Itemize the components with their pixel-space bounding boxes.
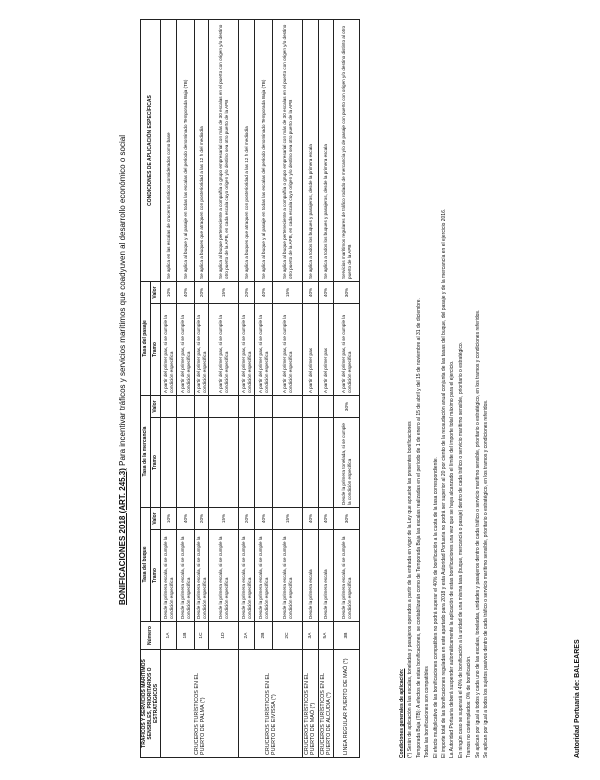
conditions-heading: Condiciones generales de aplicación: [399,668,405,758]
conditions-list [406,18,490,758]
conditions-cell: Se aplica al buque perteneciente a compañía o grupo empresarial con más de 30 escalas en el puerto con origen y/o destino otro puerto de la APB, en cada escala cuyo origen y/o destino sea otro puerto de la APB [209,19,239,281]
conditions-cell: Se aplica a todos los buques y pasajeros, desde la primera escala [303,19,318,281]
mercancia-valor-cell [177,396,195,418]
subheader-pas-tramo: Tramo [151,304,161,396]
conditions-cell: Se aplica al buque perteneciente a compañía o grupo empresarial con más de 30 escalas en el puerto con origen y/o destino otro puerto de la APB, en cada escala cuyo origen y/o destino sea otro puerto de la APB [273,19,303,281]
pasaje-valor-cell: 15% [273,281,303,303]
subheader-merc-valor: Valor [151,396,161,418]
conditions-cell: Se aplica en las escalas de cruceros turísticos considerados como base [161,19,177,281]
buque-tramo-cell: Desde la primera escala [303,530,318,622]
general-conditions [398,18,490,758]
subheader-buque-valor: Valor [151,508,161,530]
buque-valor-cell: 40% [255,508,273,530]
number-cell: 1C [195,622,209,650]
buque-tramo-cell: Desde la primera escala [318,530,333,622]
mercancia-valor-cell [255,396,273,418]
pasaje-valor-cell: 40% [318,281,333,303]
table-row [209,19,239,757]
condition-line: Todas las bonificaciones son compatibles [424,666,431,758]
conditions-cell: Se aplica al buque y al pasaje en todas las escalas del periodo denominado Temporada Baja (TB) [255,19,273,281]
number-cell: 1A [161,622,177,650]
pasaje-valor-cell: 15% [209,281,239,303]
pasaje-tramo-cell: A partir del primer pax, si se cumple la condición específica [273,304,303,396]
pasaje-tramo-cell: A partir del primer pax [318,304,333,396]
condition-line: Temporada Baja (TB): A efectos de estas bonificaciones, se contabilizarán como de Temporada Baja las escalas realizadas en el período de 1 de enero al 15 de abril y del 15 de noviembre al 31 de diciembre. [415,298,422,758]
table-row [195,19,209,757]
table-header-row [141,19,151,757]
buque-valor-cell: 40% [318,508,333,530]
segment-cell: CRUCEROS TURÍSTICOS EN EL PUERTO DE EIVISSA (*) [239,650,303,758]
subheader-merc-tramo: Tramo [151,418,161,508]
mercancia-tramo-cell [161,418,177,508]
condition-line: El efecto multiplicativo de las bonificaciones compatibles no podrá superar el 40% de bonificación a la cuota de la tasa correspondiente. [432,456,439,758]
header-tasa-mercancia: Tasa de la mercancía [141,396,151,508]
conditions-cell: Se aplica a buques que atraquen con posterioridad a las 12 h del mediodía [239,19,255,281]
segment-cell: CRUCEROS TURÍSTICOS EN EL PUERTO DE MAÓ (*) [303,650,318,758]
condition-line: Se aplican por igual a todos y cada uno de las escalas, toneladas, unidades y pasajeros dentro de cada tráfico o servicio marítimo sensible, prioritario o estratégico, en los tramos y condiciones referidos. [474,309,481,758]
header-conditions: CONDICIONES DE APLICACIÓN ESPECÍFICAS [141,19,161,281]
header-tasa-pasaje: Tasa del pasaje [141,281,151,395]
condition-line: En ningún caso se superará el 40% de bonificación a la unidad de una misma tasa (buque, mercancía o pasaje) dentro de cada tráfico o servicio marítimo sensible, prioritario o estratégico. [457,341,464,758]
number-cell: 3B [334,622,360,650]
number-cell: 3A [303,622,318,650]
conditions-cell: Se aplica a todos los buques y pasajeros, desde la primera escala [318,19,333,281]
segment-cell: CRUCEROS TURÍSTICOS EN EL PUERTO DE ALCUDIA (*) [318,650,333,758]
pasaje-valor-cell: 30% [334,281,360,303]
table-row [303,19,318,757]
buque-valor-cell: 15% [209,508,239,530]
buque-valor-cell: 40% [303,508,318,530]
title-rest: Para incentivar tráficos y servicios marítimos que coadyuven al desarrollo económico o social [118,135,127,469]
buque-valor-cell: 40% [177,508,195,530]
mercancia-tramo-cell [239,418,255,508]
condition-line: Se aplican por igual a todos los sujetos pasivos dentro de cada tráfico o servicio marítimo sensible, prioritario o estratégico, en los tramos y condiciones referidos. [483,399,490,758]
pasaje-tramo-cell: A partir del primer pax, si se cumple la condición específica [177,304,195,396]
pasaje-tramo-cell: A partir del primer pax [303,304,318,396]
mercancia-tramo-cell [255,418,273,508]
mercancia-valor-cell [318,396,333,418]
table-row [239,19,255,757]
buque-tramo-cell: Desde la primera escala, si se cumple la condición específica [334,530,360,622]
pasaje-tramo-cell: A partir del primer pax, si se cumple la condición específica [161,304,177,396]
condition-line: El importe total de las bonificaciones reguladas en este apartado para 2018 y esta Autoridad Portuaria no podrá ser superior al 20 por ciento de la recaudación anual conjunta de las tasas del buque, del pasaje y de la mercancía en el ejercicio 2016. [441,208,448,758]
pasaje-tramo-cell: A partir del primer pax, si se cumple la condición específica [195,304,209,396]
conditions-cell: Se aplica al buque y al pasaje en todas las escalas del periodo denominado Temporada Baja (TB) [177,19,195,281]
buque-valor-cell: 20% [239,508,255,530]
conditions-cell: Servicios marítimos regulares de tráfico rodado de mercancía y/o de pasaje con puerto con origen y/o destino distinto al otro puerto de la APB [334,19,360,281]
buque-tramo-cell: Desde la primera escala, si se cumple la condición específica [177,530,195,622]
buque-valor-cell: 30% [334,508,360,530]
header-segment: TRÁFICOS Y SERVICIOS MARÍTIMOS SENSIBLES, PRIORITARIOS O ESTRATÉGICOS [141,650,161,758]
buque-tramo-cell: Desde la primera escala, si se cumple la condición específica [161,530,177,622]
mercancia-tramo-cell [318,418,333,508]
table-row [318,19,333,757]
segment-cell: CRUCEROS TURÍSTICOS EN EL PUERTO DE PALMA (*) [161,650,239,758]
mercancia-valor-cell [161,396,177,418]
mercancia-tramo-cell [209,418,239,508]
subheader-buque-tramo: Tramo [151,530,161,622]
mercancia-tramo-cell [303,418,318,508]
pasaje-valor-cell: 40% [303,281,318,303]
table-row [177,19,195,757]
mercancia-valor-cell [209,396,239,418]
condition-line: (*) Serán de aplicación a las escalas, toneladas y pasajeros operados a partir de la entrada en vigor de la Ley que apruebe las presentes bonificaciones [407,421,414,758]
document-title [118,135,127,605]
segment-cell: LINEA REGULAR PUERTO DE MAÓ (*) [334,650,360,758]
table-row [273,19,303,757]
buque-tramo-cell: Desde la primera escala, si se cumple la condición específica [255,530,273,622]
pasaje-tramo-cell: A partir del primer pax, si se cumple la condición específica [209,304,239,396]
mercancia-tramo-cell [273,418,303,508]
mercancia-valor-cell: 30% [334,396,360,418]
buque-tramo-cell: Desde la primera escala, si se cumple la condición específica [209,530,239,622]
authority-label: Autoridad Portuaria de: BALEARES [574,639,581,758]
pasaje-valor-cell: 40% [177,281,195,303]
pasaje-valor-cell: 20% [195,281,209,303]
pasaje-tramo-cell: A partir del primer pax, si se cumple la condición específica [255,304,273,396]
number-cell: 1B [177,622,195,650]
number-cell: 1D [209,622,239,650]
number-cell: 5A [318,622,333,650]
table-body [161,19,360,757]
condition-line: La Autoridad Portuaria deberá suspender automáticamente la aplicación de estas bonificaciones una vez que se haya alcanzado el límite del importe total máximo para el ejercicio. [449,360,456,758]
number-cell: 2C [273,622,303,650]
mercancia-valor-cell [195,396,209,418]
subheader-pas-valor: Valor [151,281,161,303]
table-row [161,19,177,757]
bonificaciones-table [140,19,360,758]
pasaje-valor-cell: 10% [161,281,177,303]
mercancia-tramo-cell [177,418,195,508]
buque-valor-cell: 20% [195,508,209,530]
pasaje-valor-cell: 40% [255,281,273,303]
buque-valor-cell: 10% [161,508,177,530]
mercancia-valor-cell [239,396,255,418]
header-tasa-buque: Tasa del buque [141,508,151,622]
buque-tramo-cell: Desde la primera escala, si se cumple la condición específica [239,530,255,622]
mercancia-valor-cell [303,396,318,418]
table-row [255,19,273,757]
number-cell: 2B [255,622,273,650]
mercancia-tramo-cell: Desde la primera tonelada, si se cumple la condición específica [334,418,360,508]
pasaje-valor-cell: 20% [239,281,255,303]
number-cell: 2A [239,622,255,650]
buque-valor-cell: 15% [273,508,303,530]
pasaje-tramo-cell: A partir del primer pax, si se cumple la condición específica [334,304,360,396]
title-underlined: BONIFICACIONES 2018 (ART. 245.3) [118,468,127,605]
mercancia-valor-cell [273,396,303,418]
buque-tramo-cell: Desde la primera escala, si se cumple la condición específica [195,530,209,622]
pasaje-tramo-cell: A partir del primer pax, si se cumple la condición específica [239,304,255,396]
conditions-cell: Se aplica a buques que atraquen con posterioridad a las 12 h del mediodía [195,19,209,281]
mercancia-tramo-cell [195,418,209,508]
condition-line: Tramos no contemplados: 0% de bonificación. [466,655,473,758]
table-row [334,19,360,757]
header-number: Número [141,622,161,650]
buque-tramo-cell: Desde la primera escala, si se cumple la condición específica [273,530,303,622]
